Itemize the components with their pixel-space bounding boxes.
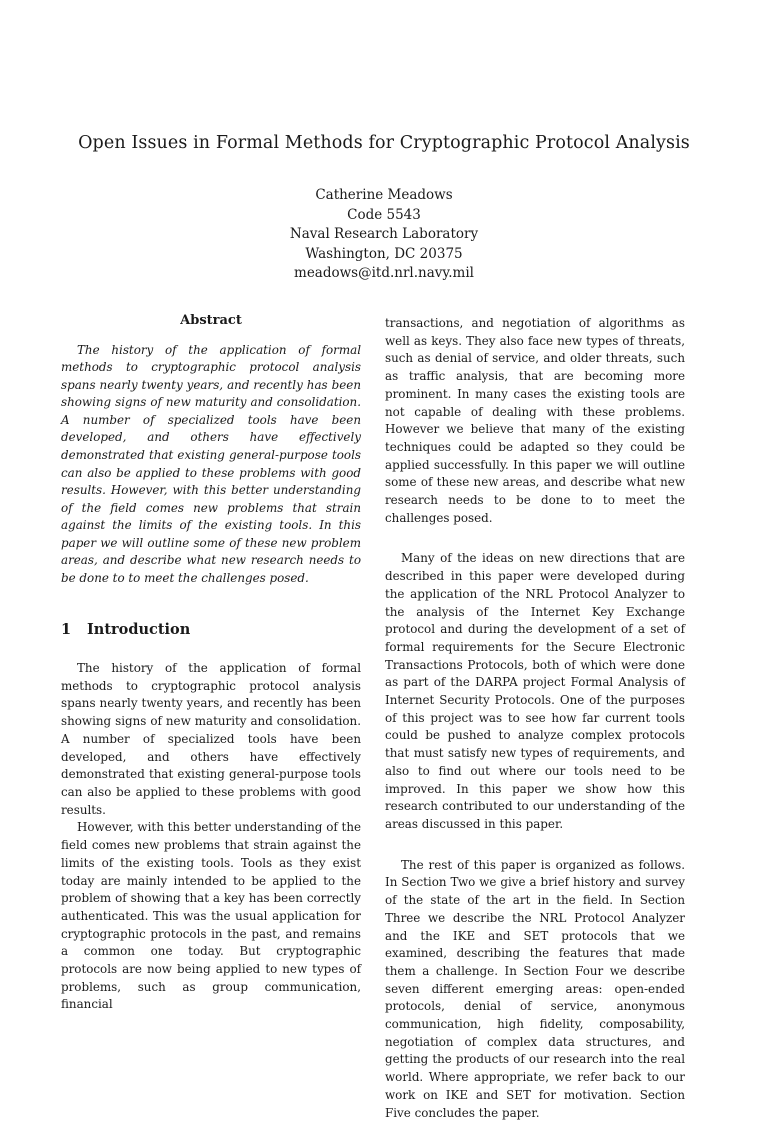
intro-paragraph: The history of the application of formal methods to cryptographic protocol analysis spans nearly twenty years, and recently has been showing signs of new maturity and consolidation. A number of specialized tools have been developed, and others have effectively demonstrated that existing general-purpose tools can also be applied to these problems with good results. — [61, 661, 361, 817]
intro-paragraph: However, with this better understanding of the field comes new problems that strain against the limits of the existing tools. Tools as they exist today are mainly intended to be applied to the problem of showing that a key has been correctly authenticated. This was the usual application for cryptographic protocols in the past, and remains a common one today. But cryptographic protocols are now being applied to new types of problems, such as group communication, financial — [61, 820, 362, 1012]
author-organization: Naval Research Laboratory — [289, 226, 479, 243]
abstract-text: The history of the application of formal methods to cryptographic protocol analysis spans nearly twenty years, and recently has been showing signs of new maturity and consolidation. A number of specialized tools have been developed, and others have effectively demonstrated that existing general-purpose tools can also be applied to these problems with good results. However, with this better understanding of the field comes new problems that strain against the limits of the existing tools. In this paper we will outline some of these new problem areas, and describe what new research needs to be done to to meet the challenges posed. — [61, 342, 361, 585]
section-number: 1 — [61, 621, 72, 639]
body-paragraph: transactions, and negotiation of algorithms as well as keys. They also face new types of threats, such as denial of service, and older threats, such as traffic analysis, that are becoming more prominent. In many cases the existing tools are not capable of dealing with these problems. However we believe that many of the existing techniques could be adapted so they could be applied successfully. In this paper we will outline some of these new areas, and describe what new research needs to be done to to meet the challenges posed. — [385, 316, 685, 525]
right-column — [385, 315, 685, 1145]
abstract-heading: Abstract — [180, 313, 242, 328]
body-paragraph: Many of the ideas on new directions that are described in this paper were developed during the application of the NRL Protocol Analyzer to the analysis of the Internet Key Exchange protocol and during the development of a set of formal requirements for the Secure Electronic Transactions Protocols, both of which were done as part of the DARPA project Formal Analysis of Internet Security Protocols. One of the purposes of this project was to see how far current tools could be pushed to analyze complex protocols that must satisfy new types of requirements, and also to find out where our tools need to be improved. In this paper we show how this research contributed to our understanding of the areas discussed in this paper. — [385, 551, 685, 831]
body-paragraph: The rest of this paper is organized as follows. In Section Two we give a brief history and survey of the state of the art in the field. In Section Three we describe the NRL Protocol Analyzer and the IKE and SET protocols that we examined, describing the features that made them a challenge. In Section Four we describe seven different emerging areas: open-ended protocols, denial of service, anonymous communication, high fidelity, composability, negotiation of complex data structures, and getting the products of our research into the real world. Where appropriate, we refer back to our work on IKE and SET for motivation. Section Five concludes the paper. — [385, 857, 685, 1120]
author-location: Washington, DC 20375 — [305, 245, 463, 262]
author-block — [184, 186, 584, 284]
author-name: Catherine Meadows — [315, 187, 453, 203]
author-email: meadows@itd.nrl.navy.mil — [294, 265, 474, 282]
section-title: Introduction — [87, 621, 191, 639]
paper-title: Open Issues in Formal Methods for Cryptographic Protocol Analysis — [78, 133, 690, 153]
left-column — [61, 312, 361, 1014]
author-code: Code 5543 — [347, 206, 421, 223]
section-heading-introduction — [61, 621, 361, 639]
